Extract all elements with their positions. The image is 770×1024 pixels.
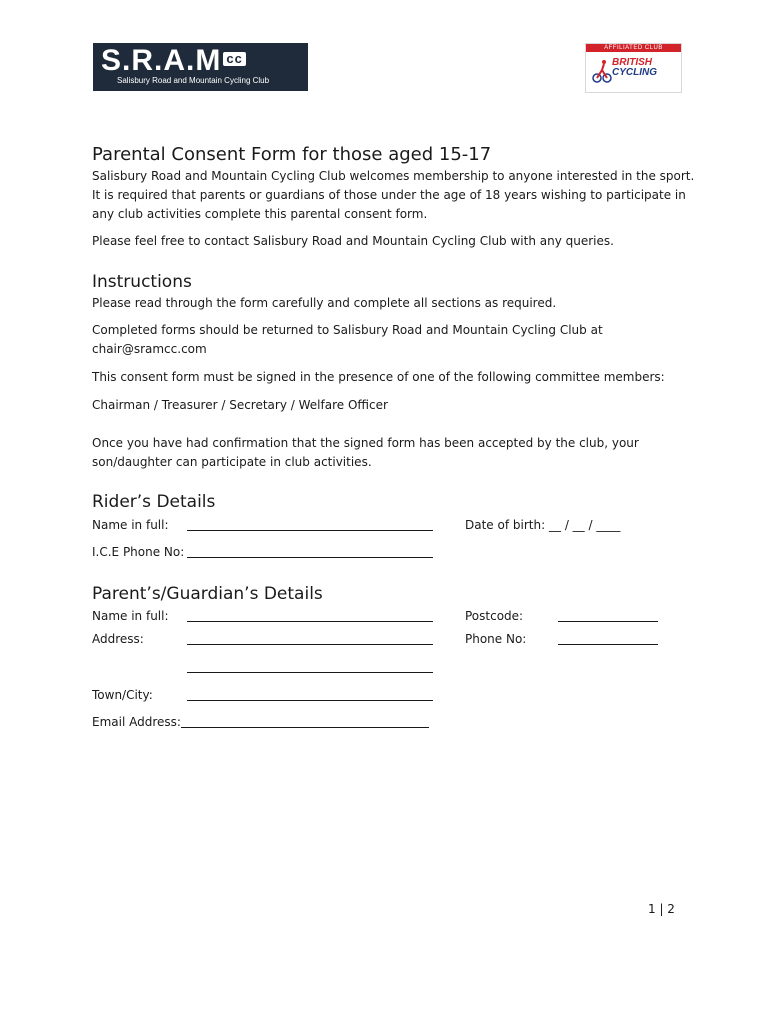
guardian-name-label: Name in full: xyxy=(92,609,169,623)
bc-brand-line2: CYCLING xyxy=(612,67,657,78)
return-email-text: chair@sramcc.com xyxy=(92,342,207,356)
address-label: Address: xyxy=(92,632,144,646)
cyclist-icon xyxy=(592,58,612,84)
rider-name-field[interactable] xyxy=(187,530,433,531)
british-cycling-logo xyxy=(585,43,682,93)
dob-field[interactable]: __ / __ / ____ xyxy=(549,518,621,532)
sram-logo-cc: cc xyxy=(223,52,245,66)
sram-logo-subtitle: Salisbury Road and Mountain Cycling Club xyxy=(117,76,270,85)
postcode-field[interactable] xyxy=(558,621,658,622)
intro-line-3: any club activities complete this parental consent form. xyxy=(92,207,428,221)
dob-label: Date of birth: xyxy=(465,518,546,532)
instructions-p5-line2: son/daughter can participate in club activities. xyxy=(92,455,372,469)
sram-logo xyxy=(93,43,308,91)
phone-field[interactable] xyxy=(558,644,658,645)
town-label: Town/City: xyxy=(92,688,153,702)
ice-phone-field[interactable] xyxy=(187,557,433,558)
instructions-p1: Please read through the form carefully and complete all sections as required. xyxy=(92,296,557,310)
committee-members: Chairman / Treasurer / Secretary / Welfare Officer xyxy=(92,398,388,412)
intro-line-2: It is required that parents or guardians of those under the age of 18 years wishing to participate in xyxy=(92,188,686,202)
town-field[interactable] xyxy=(187,700,433,701)
phone-label: Phone No: xyxy=(465,632,527,646)
form-title: Parental Consent Form for those aged 15-17 xyxy=(92,144,492,165)
contact-text: Please feel free to contact Salisbury Road and Mountain Cycling Club with any queries. xyxy=(92,234,614,248)
instructions-p3: This consent form must be signed in the presence of one of the following committee members: xyxy=(92,370,665,384)
bc-brand-line1: BRITISH xyxy=(612,57,652,68)
instructions-heading: Instructions xyxy=(92,272,192,292)
guardian-name-field[interactable] xyxy=(187,621,433,622)
email-field[interactable] xyxy=(181,727,429,728)
instructions-p2-line1: Completed forms should be returned to Salisbury Road and Mountain Cycling Club at xyxy=(92,323,603,337)
address-field-line-1[interactable] xyxy=(187,644,433,645)
guardian-details-heading: Parent’s/Guardian’s Details xyxy=(92,584,323,604)
ice-phone-label: I.C.E Phone No: xyxy=(92,545,185,559)
email-label: Email Address: xyxy=(92,715,181,729)
intro-line-1: Salisbury Road and Mountain Cycling Club welcomes membership to anyone interested in the sport. xyxy=(92,169,695,183)
rider-name-label: Name in full: xyxy=(92,518,169,532)
address-field-line-2[interactable] xyxy=(187,672,433,673)
postcode-label: Postcode: xyxy=(465,609,524,623)
instructions-p5-line1: Once you have had confirmation that the signed form has been accepted by the club, your xyxy=(92,436,639,450)
page-number: 1 | 2 xyxy=(648,902,675,916)
affiliated-club-strip: AFFILIATED CLUB xyxy=(586,44,681,52)
sram-logo-name: S.R.A.M xyxy=(101,44,222,77)
rider-details-heading: Rider’s Details xyxy=(92,492,216,512)
